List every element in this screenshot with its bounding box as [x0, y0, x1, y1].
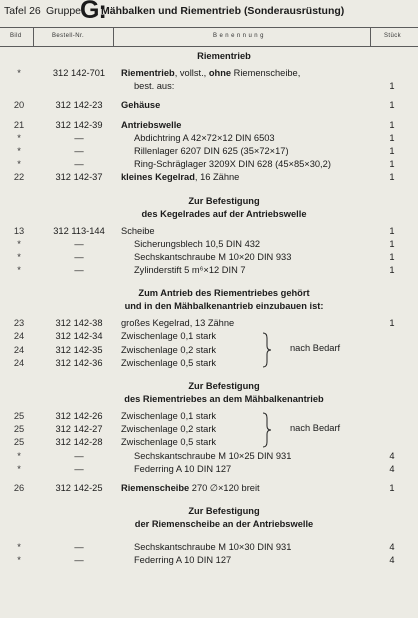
table-row [0, 436, 418, 449]
part-name [121, 99, 160, 112]
table-row [0, 482, 418, 495]
section-heading [0, 370, 418, 410]
part-name: Scheibe [121, 225, 155, 236]
section-title: Riementrieb [197, 51, 251, 61]
order-number: 312 142-34 [55, 331, 103, 342]
figure-ref: 23 [13, 318, 25, 329]
part-name: kleines Kegelrad, 16 Zähne [121, 172, 240, 183]
order-number: — [74, 450, 84, 461]
table-row [0, 423, 418, 436]
table-row [0, 99, 418, 112]
part-name: Sechskantschraube M 10×30 DIN 931 [134, 542, 292, 553]
quantity: 4 [389, 450, 395, 461]
quantity: 4 [389, 463, 395, 474]
part-name-bold: Riemenscheibe [121, 482, 190, 493]
part-name-bold: ohne [208, 68, 232, 78]
figure-ref: 24 [13, 357, 25, 368]
part-name: Zwischenlage 0,5 stark [121, 357, 217, 368]
table-row [0, 158, 418, 171]
table-row [0, 145, 418, 158]
figure-ref: * [17, 132, 21, 143]
figure-ref: * [17, 463, 21, 474]
order-number: — [74, 159, 84, 170]
part-name-bold: Antriebswelle [121, 119, 182, 130]
note-as-needed: nach Bedarf [290, 423, 341, 433]
part-name: Federring A 10 DIN 127 [134, 463, 232, 474]
figure-ref: * [17, 450, 21, 461]
quantity: 1 [389, 225, 395, 236]
table-row [0, 330, 418, 343]
order-number: 312 142-28 [55, 437, 103, 448]
section-title: des Riementriebes an dem Mähbalkenantrieb [124, 394, 324, 404]
figure-ref: * [17, 251, 21, 262]
order-number: 312 142-25 [55, 482, 103, 493]
part-name: Zwischenlage 0,1 stark [121, 331, 217, 342]
quantity: 1 [389, 482, 395, 493]
group-letter: G: [80, 0, 106, 24]
table-row [0, 251, 418, 264]
section-heading [0, 277, 418, 317]
col-benennung: B e n e n n u n g [213, 33, 264, 39]
order-number: 312 142-26 [55, 411, 103, 421]
quantity: 1 [389, 251, 395, 262]
page-title: Mähbalken und Riementrieb (Sonderausrüstung) [101, 5, 345, 17]
quantity: 4 [389, 542, 395, 553]
page-header [0, 0, 418, 24]
table-row [0, 541, 418, 554]
table-row [0, 410, 418, 423]
quantity: 1 [389, 119, 395, 130]
figure-ref: * [17, 145, 21, 156]
order-number: 312 142-37 [55, 172, 103, 183]
figure-ref: 21 [13, 119, 25, 130]
part-name: Zwischenlage 0,2 stark [121, 424, 217, 435]
table-row [0, 554, 418, 567]
section-title: des Kegelrades auf der Antriebswelle [141, 208, 307, 219]
col-bestell-nr: Bestell-Nr. [52, 33, 85, 39]
order-number: 312 142-27 [55, 424, 103, 435]
order-number: — [74, 542, 84, 553]
column-header [0, 27, 418, 47]
figure-ref: 24 [13, 344, 25, 355]
brace-group [0, 330, 418, 370]
order-number: — [74, 555, 84, 566]
quantity: 1 [389, 100, 395, 111]
figure-ref: 25 [13, 437, 25, 448]
quantity: 1 [389, 318, 395, 329]
table-row [0, 450, 418, 463]
brace-icon [262, 332, 272, 368]
order-number: 312 142-36 [55, 357, 103, 368]
part-name: Ring-Schräglager 3209X DIN 628 (45×85×30,2) [134, 159, 331, 170]
part-name: Rillenlager 6207 DIN 625 (35×72×17) [134, 145, 289, 156]
table-row [0, 344, 418, 357]
section-title: Zur Befestigung [188, 506, 260, 517]
figure-ref: 24 [13, 331, 25, 342]
part-name: Sechskantschraube M 10×25 DIN 931 [134, 450, 292, 461]
table-row [0, 463, 418, 476]
parts-list [0, 46, 418, 568]
col-bild: Bild [10, 33, 22, 39]
quantity: 1 [389, 238, 395, 249]
table-row [0, 80, 418, 93]
figure-ref: * [17, 555, 21, 566]
section-title: der Riemenscheibe an der Antriebswelle [134, 519, 314, 530]
quantity: 1 [389, 265, 395, 276]
order-number: 312 142-39 [55, 119, 103, 130]
order-number: — [74, 463, 84, 474]
part-name-bold: kleines Kegelrad [121, 172, 195, 183]
part-name: Zwischenlage 0,5 stark [121, 437, 217, 448]
table-row [0, 132, 418, 145]
table-row [0, 357, 418, 370]
quantity: 1 [389, 81, 395, 92]
order-number: 312 113-144 [53, 225, 105, 236]
part-name: Zwischenlage 0,2 stark [121, 344, 217, 355]
part-name: Sicherungsblech 10,5 DIN 432 [134, 238, 261, 249]
part-name [121, 119, 181, 132]
order-number: — [74, 145, 84, 156]
brace-group [0, 410, 418, 450]
table-row [0, 67, 418, 80]
order-number: 312 142-701 [52, 68, 106, 78]
figure-ref: 25 [13, 424, 25, 435]
section-title: Zur Befestigung [188, 381, 260, 391]
figure-ref: 13 [13, 225, 25, 236]
part-name: Zylinderstift 5 m⁶×12 DIN 7 [134, 265, 246, 276]
part-name-bold: Gehäuse [121, 100, 161, 111]
section-heading [0, 185, 418, 225]
table-row [0, 317, 418, 330]
part-name-bold: Riementrieb [121, 68, 175, 78]
group-label: Gruppe [46, 5, 82, 17]
figure-ref: * [17, 68, 21, 78]
part-name: großes Kegelrad, 13 Zähne [121, 318, 235, 329]
part-name: Federring A 10 DIN 127 [134, 555, 232, 566]
order-number: — [74, 238, 84, 249]
figure-ref: * [17, 542, 21, 553]
part-name: best. aus: [134, 81, 175, 92]
table-row [0, 238, 418, 251]
part-name: Riementrieb, vollst., ohne Riemenscheibe, [121, 68, 301, 78]
order-number: — [74, 132, 84, 143]
quantity: 1 [389, 145, 395, 156]
table-row [0, 264, 418, 277]
plate-number: Tafel 26 [4, 5, 41, 17]
figure-ref: * [17, 238, 21, 249]
quantity: 1 [389, 172, 395, 183]
figure-ref: 22 [13, 172, 25, 183]
quantity: 4 [389, 555, 395, 566]
figure-ref: 20 [13, 100, 25, 111]
table-row [0, 171, 418, 184]
part-name: Abdichtring A 42×72×12 DIN 6503 [134, 132, 275, 143]
order-number: 312 142-38 [55, 318, 103, 329]
part-name: Sechskantschraube M 10×20 DIN 933 [134, 251, 292, 262]
part-name: Zwischenlage 0,1 stark [121, 411, 217, 421]
figure-ref: 25 [13, 411, 25, 421]
quantity: 1 [389, 159, 395, 170]
table-row [0, 225, 418, 238]
quantity: 1 [389, 132, 395, 143]
figure-ref: 26 [13, 482, 25, 493]
section-title: Zur Befestigung [188, 195, 260, 206]
order-number: — [74, 251, 84, 262]
section-heading [0, 495, 418, 535]
note-as-needed: nach Bedarf [290, 343, 341, 354]
col-stueck: Stück [384, 33, 402, 39]
section-heading [0, 46, 418, 67]
brace-icon [262, 412, 272, 448]
order-number: 312 142-35 [55, 344, 103, 355]
order-number: — [74, 265, 84, 276]
figure-ref: * [17, 159, 21, 170]
section-title: und in den Mähbalkenantrieb einzubauen ist: [124, 301, 324, 312]
table-row [0, 119, 418, 132]
part-name: Riemenscheibe 270 ∅×120 breit [121, 482, 260, 493]
section-title: Zum Antrieb des Riementriebes gehört [138, 288, 310, 299]
figure-ref: * [17, 265, 21, 276]
order-number: 312 142-23 [55, 100, 103, 111]
